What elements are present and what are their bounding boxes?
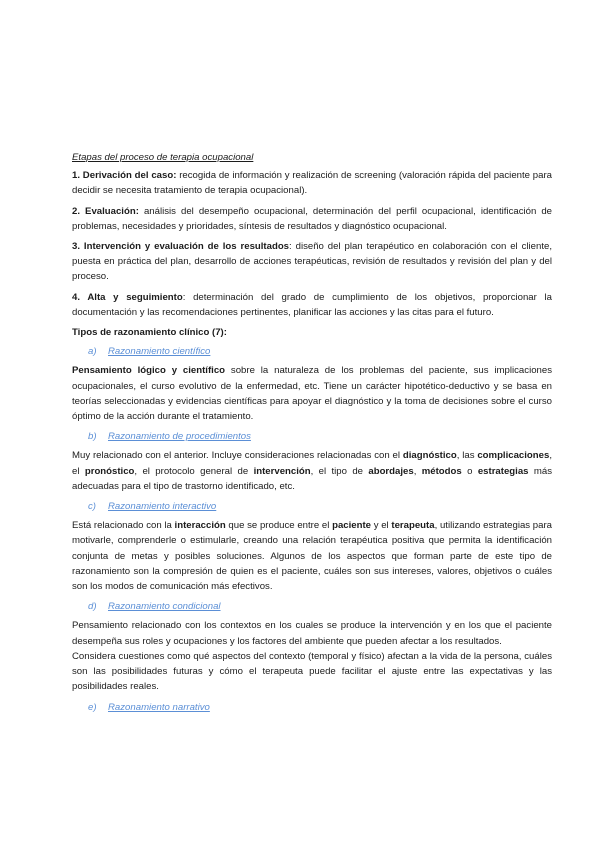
paragraph-b-b3: pronóstico [84,465,135,477]
paragraph-b-t4: , el protocolo general de [134,465,254,477]
paragraph-b-b1: diagnóstico [402,450,457,462]
paragraph-c-t4: , utilizando estrategias para motivarle, comprenderle o estimularle, creando una relación terapéutica positiva que permita la identificación conjunta de metas y posibles soluciones. Algunos de los aspectos que forman parte de este tipo de razonamiento son la compresión de quien es el paciente, cuáles son sus intereses, valores, objetivos o cuáles son los modos de comunicación más efectivos. [72,520,553,593]
subheading-d [88,599,552,614]
document-page [72,150,552,719]
stage-4 [72,290,552,320]
stage-2-label: 2. Evaluación: [72,205,139,217]
paragraph-c-b2: paciente [332,520,372,532]
paragraph-b-t7: o [461,465,478,477]
paragraph-b-t5: , el tipo de [310,465,369,477]
paragraph-c-b3: terapeuta [391,520,435,532]
paragraph-c-b1: interacción [174,520,226,532]
stage-3-text: : diseño del plan terapéutico en colaboración con el cliente, puesta en práctica del plan, desarrollo de acciones terapéuticas, revisión de resultados y revisión del plan y del proceso. [72,241,552,283]
stage-1 [72,168,552,198]
paragraph-b-t3: , el [72,450,552,477]
subheading-c [88,499,552,514]
paragraph-b-b5: abordajes [368,465,414,477]
subheading-b [88,429,552,444]
link-razonamiento-narrativo[interactable]: Razonamiento narrativo [108,701,210,713]
paragraph-b-b2: complicaciones [477,450,550,462]
paragraph-b-b4: intervención [253,465,311,477]
paragraph-c [72,518,552,594]
paragraph-d-1: Pensamiento relacionado con los contextos en los cuales se produce la intervención y en los que el paciente desempeña sus roles y ocupaciones y los factores del ambiente que pueden afectar a los resultados. [72,620,552,647]
subheading-e [88,700,552,715]
subheading-b-letter: b) [88,431,97,443]
paragraph-b-b6: métodos [421,465,462,477]
subheading-e-letter: e) [88,701,97,713]
paragraph-d-2: Considera cuestiones como qué aspectos del contexto (temporal y físico) afectan a la vida de la persona, cuáles son las posibilidades futuras y cómo el terapeuta puede facilitar el ajuste entre las expectativas y las posibilidades reales. [72,650,552,693]
subheading-a [88,344,552,359]
paragraph-a [72,363,552,424]
subheading-a-letter: a) [88,346,97,358]
stage-1-label: 1. Derivación del caso: [72,170,177,182]
link-razonamiento-condicional[interactable]: Razonamiento condicional [108,601,221,613]
types-heading: Tipos de razonamiento clínico (7): [72,327,227,339]
paragraph-b-t1: Muy relacionado con el anterior. Incluye consideraciones relacionadas con el [72,450,403,462]
stage-4-label: 4. Alta y seguimiento [72,291,183,303]
paragraph-c-t2: que se produce entre el [225,520,333,532]
paragraph-a-bold: Pensamiento lógico y científico [72,365,226,377]
paragraph-a-text: sobre la naturaleza de los problemas del paciente, sus implicaciones ocupacionales, el curso evolutivo de la enfermedad, etc. Tiene un carácter hipotético-deductivo y se basa en teorías seleccionadas y evidencias científicas para apoyar el diagnóstico y la toma de decisiones sobre el curso óptimo de la acción durante el tratamiento. [72,365,553,423]
link-razonamiento-interactivo[interactable]: Razonamiento interactivo [108,501,217,513]
link-razonamiento-procedimientos[interactable]: Razonamiento de procedimientos [108,431,251,443]
paragraph-b [72,448,552,494]
stage-2 [72,204,552,234]
link-razonamiento-cientifico[interactable]: Razonamiento científico [108,346,211,358]
stage-4-text: : determinación del grado de cumplimiento de los objetivos, proporcionar la documentación y las recomendaciones pertinentes, planificar las acciones y las citas para el futuro. [72,291,552,318]
stage-2-text: análisis del desempeño ocupacional, determinación del perfil ocupacional, identificación de problemas, necesidades y prioridades, síntesis de resultados y diagnóstico ocupacional. [72,205,553,232]
paragraph-c-t3: y el [371,520,392,532]
subheading-d-letter: d) [88,601,97,613]
paragraph-b-t8: más adecuadas para el tipo de trastorno identificado, etc. [72,465,552,492]
subheading-c-letter: c) [88,501,96,513]
paragraph-c-t1: Está relacionado con la [72,520,175,532]
stage-3-label: 3. Intervención y evaluación de los resultados [72,241,290,253]
paragraph-b-b7: estrategias [477,465,529,477]
paragraph-b-t2: , las [456,450,478,462]
paragraph-b-t6: , [413,465,422,477]
stage-3 [72,239,552,285]
stage-1-text: recogida de información y realización de screening (valoración rápida del paciente para decidir se necesita tratamiento de terapia ocupacional). [72,170,553,197]
document-title: Etapas del proceso de terapia ocupacional [72,152,254,163]
